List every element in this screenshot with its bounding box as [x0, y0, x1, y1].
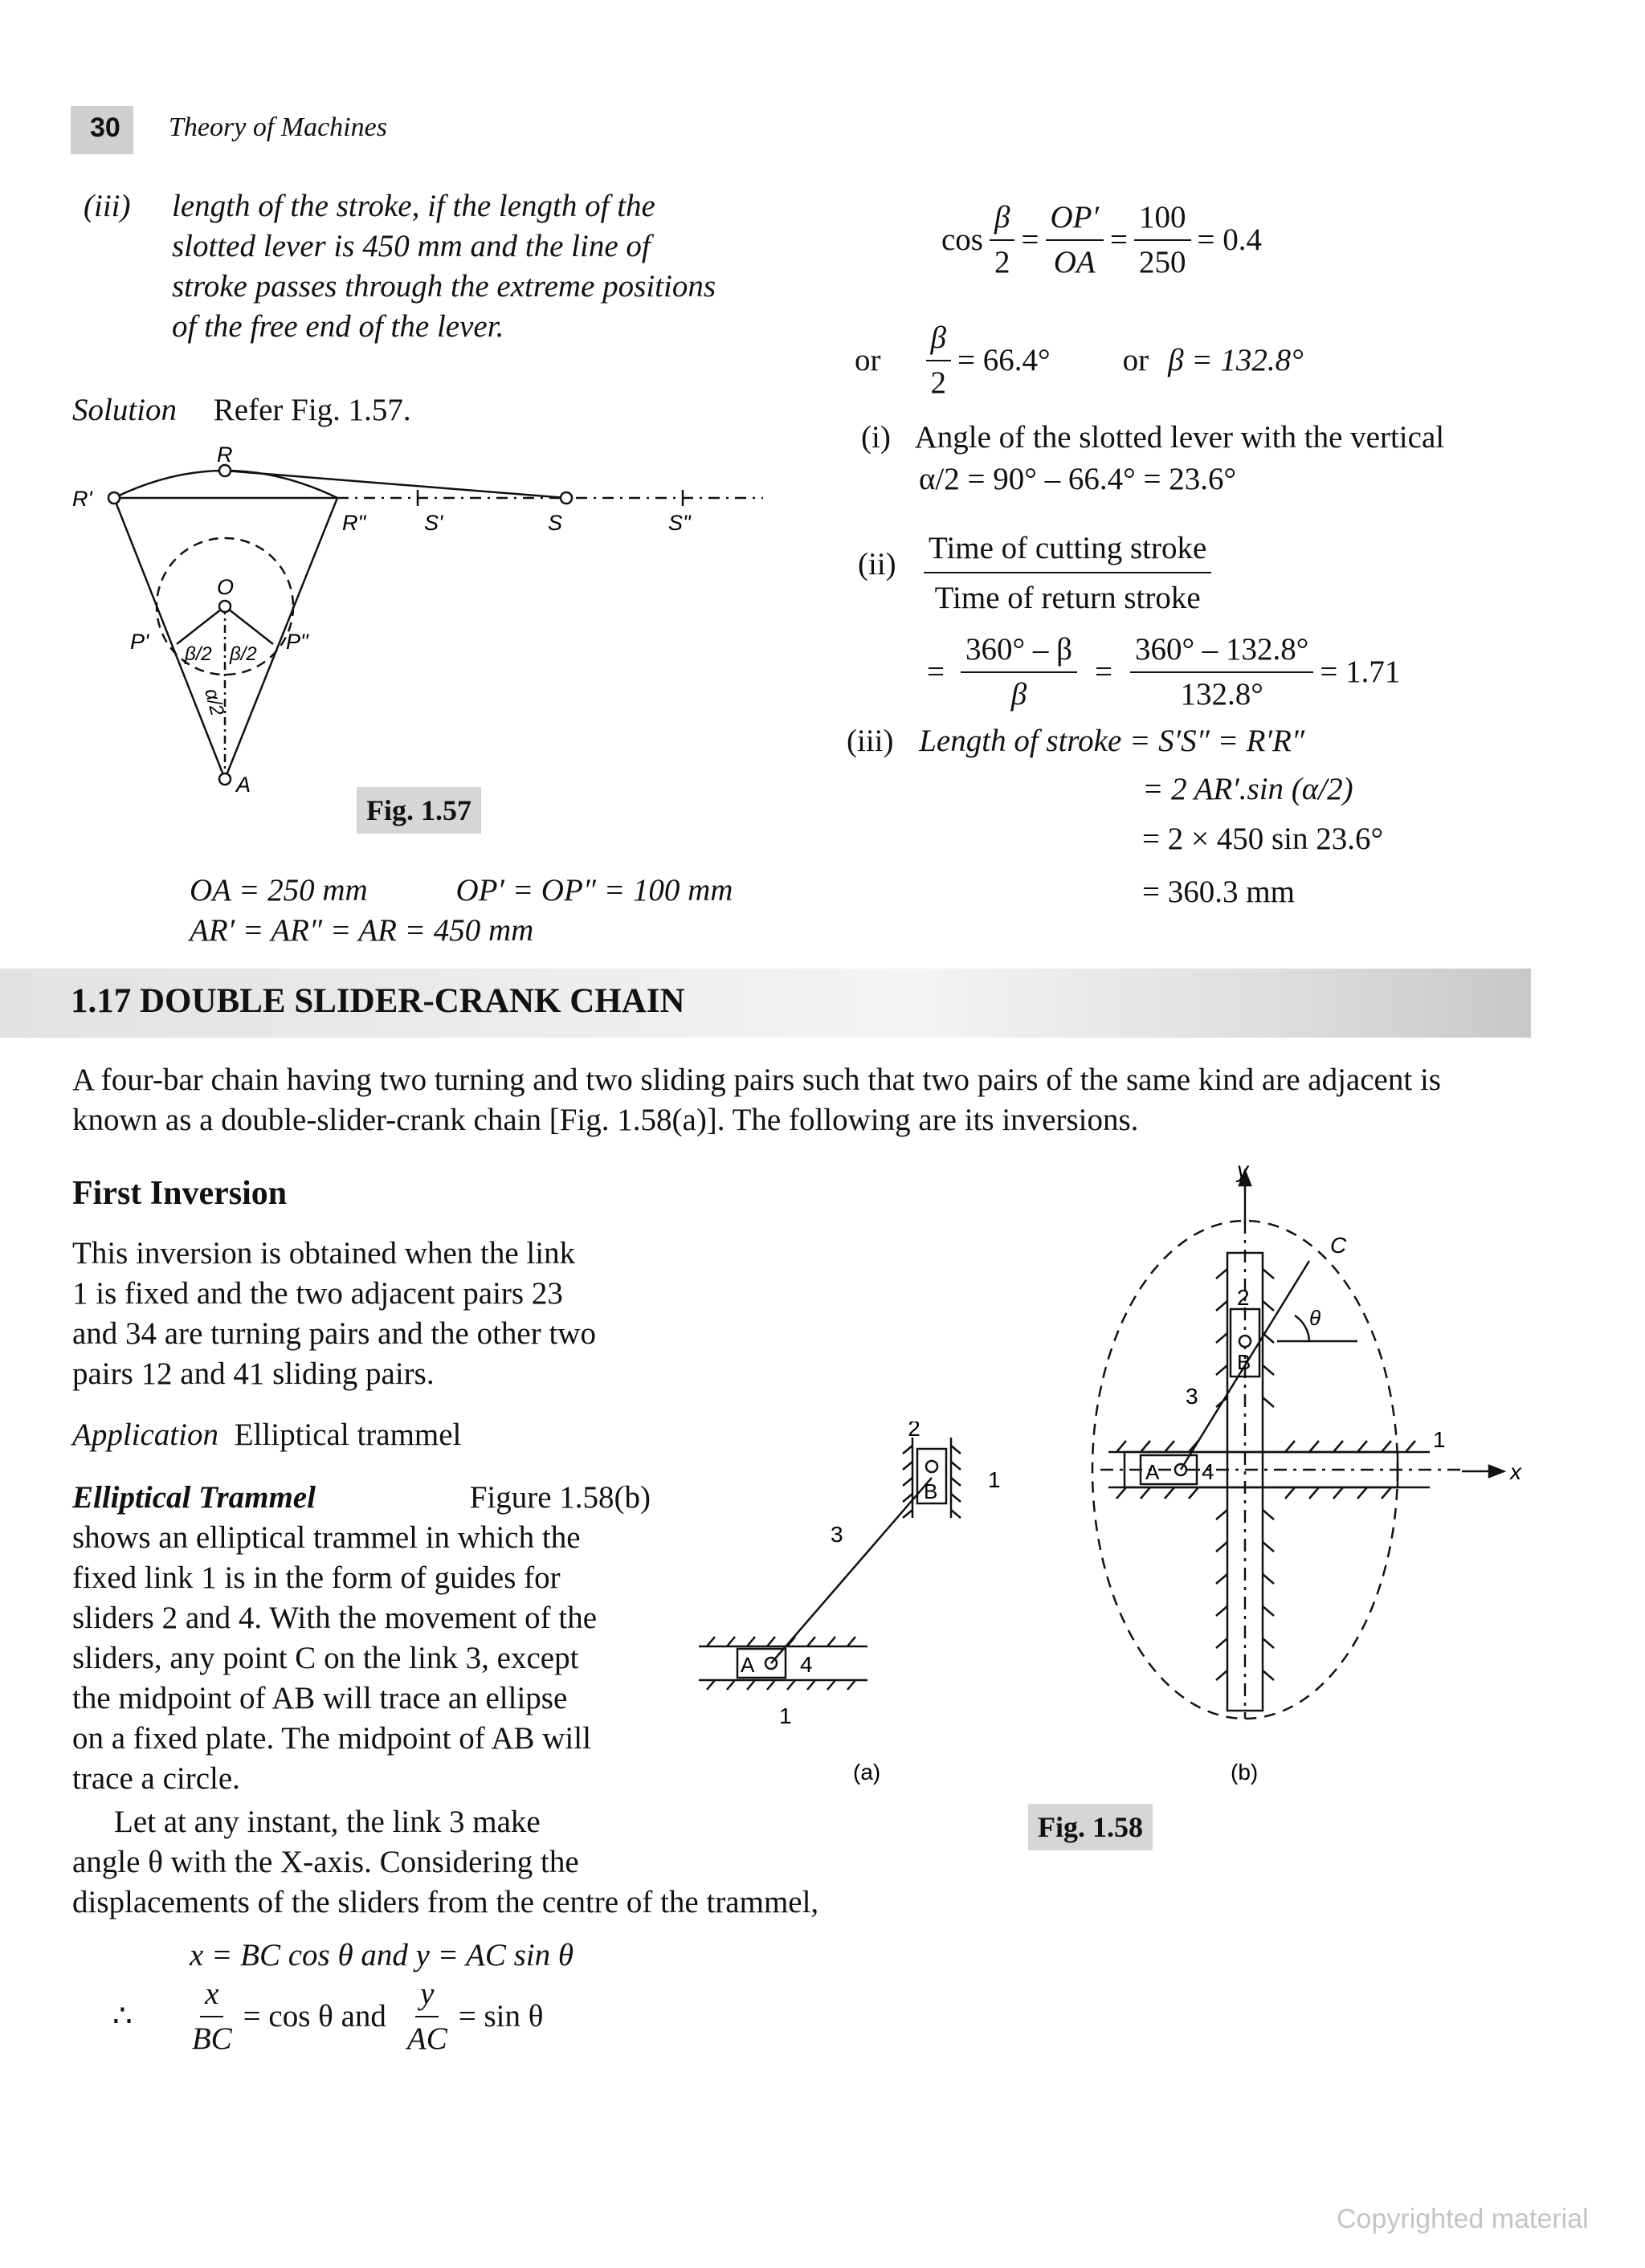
application-label: Application — [72, 1418, 218, 1452]
b-label-x: x — [1510, 1459, 1521, 1484]
b-label-3: 3 — [1186, 1384, 1198, 1409]
para-1 — [72, 1234, 651, 1394]
item-ii-label: (ii) — [858, 547, 896, 581]
page-number: 30 — [90, 112, 120, 143]
a-label-1: 1 — [988, 1467, 1001, 1492]
item-i-text: Angle of the slotted lever with the vertical — [914, 420, 1445, 455]
joint-r — [219, 465, 231, 476]
frac-ii-1 — [961, 631, 1077, 713]
b-label-b: B — [1237, 1350, 1251, 1374]
a-label-1-bottom: 1 — [779, 1703, 792, 1728]
frac-100-250 — [1134, 199, 1191, 281]
eq-beta-half — [855, 320, 1304, 402]
frac-num: β — [926, 320, 951, 361]
first-inversion-heading: First Inversion — [72, 1175, 288, 1212]
a-label-a: A — [741, 1653, 755, 1677]
label-p1: P' — [130, 630, 149, 654]
frac-den: 250 — [1139, 245, 1186, 279]
label-beta-half-left: β/2 — [185, 643, 212, 665]
item-iii-right — [847, 721, 1304, 761]
item-iii-line: of the free end of the lever. — [172, 309, 504, 344]
label-p2: P" — [286, 630, 308, 654]
frac-den: β — [1010, 677, 1027, 712]
joint-b — [926, 1461, 937, 1472]
a-label-b: B — [924, 1479, 938, 1503]
solution-label: Solution — [72, 393, 178, 427]
hatch-top — [707, 1637, 855, 1646]
frac-den: BC — [191, 2021, 232, 2056]
b-label-2: 2 — [1237, 1285, 1250, 1310]
para-2-line: Figure 1.58(b) — [469, 1480, 651, 1515]
frac-den: AC — [406, 2021, 447, 2056]
eq2-beta-value: β = 132.8° — [1168, 343, 1304, 377]
watermark: Copyrighted material — [1337, 2204, 1589, 2234]
eq2-result: = 66.4° — [957, 343, 1051, 377]
fig-1-58b — [1044, 1165, 1526, 1799]
frac-num: 360° – β — [961, 631, 1077, 673]
para-3-line: displacements of the sliders from the centre of the trammel, — [72, 1885, 819, 1919]
item-iii-line: length of the stroke, if the length of the — [172, 189, 655, 223]
b-label-c: C — [1330, 1233, 1347, 1258]
item-iii-line: slotted lever is 450 mm and the line of — [172, 229, 651, 263]
page-header — [71, 106, 520, 154]
para-1-line: and 34 are turning pairs and the other two — [72, 1316, 596, 1351]
frac-num: y — [415, 1976, 439, 2017]
para-3 — [72, 1802, 956, 1923]
sub-caption-b: (b) — [1231, 1760, 1259, 1785]
b-label-theta: θ — [1309, 1306, 1321, 1330]
para-2-line: sliders, any point C on the link 3, except — [72, 1641, 579, 1675]
application-line — [72, 1415, 461, 1455]
label-r: R — [217, 443, 233, 467]
item-iii-line: stroke passes through the extreme positions — [172, 269, 716, 304]
a-label-2: 2 — [908, 1422, 920, 1441]
solution-line — [72, 390, 411, 430]
hatch-v-left — [1216, 1269, 1227, 1680]
joint-s — [561, 492, 572, 504]
eq-cos-and: = cos θ and — [243, 1999, 386, 2033]
iii-line-2: = 2 AR′.sin (α/2) — [1142, 772, 1353, 806]
given-oa: OA = 250 mm — [190, 873, 368, 908]
frac-ii-2 — [1130, 631, 1313, 713]
elliptical-trammel-label: Elliptical Trammel — [72, 1480, 316, 1515]
frac-den: OA — [1053, 245, 1096, 279]
para-2-line: fixed link 1 is in the form of guides for — [72, 1560, 561, 1595]
eq1-cos: cos — [941, 222, 983, 257]
iii-line-3: = 2 × 450 sin 23.6° — [1142, 822, 1384, 856]
label-o: O — [217, 575, 235, 599]
ii-num: Time of cutting stroke — [924, 528, 1211, 573]
frac-den: 132.8° — [1180, 677, 1263, 712]
label-s2: S" — [668, 511, 691, 535]
item-i-label: (i) — [861, 420, 891, 455]
section-heading: 1.17 DOUBLE SLIDER-CRANK CHAIN — [71, 982, 685, 1020]
application-text: Elliptical trammel — [234, 1418, 462, 1452]
label-alpha-half: α/2 — [200, 686, 229, 719]
givens-line-1 — [190, 871, 733, 911]
joint-r1 — [108, 492, 120, 504]
solution-text: Refer Fig. 1.57. — [213, 393, 411, 427]
label-s1: S' — [424, 511, 443, 535]
item-iii-label: (iii) — [84, 189, 131, 223]
para-2-line: on a fixed plate. The midpoint of AB will — [72, 1721, 591, 1756]
label-beta-half-right: β/2 — [230, 643, 257, 665]
para-1-line: This inversion is obtained when the link — [72, 1236, 576, 1271]
ii-result: = 1.71 — [1320, 655, 1401, 689]
para-2-line: the midpoint of AB will trace an ellipse — [72, 1681, 568, 1715]
fig-1-57 — [64, 434, 771, 803]
frac-den: 2 — [930, 365, 946, 400]
joint-b-b — [1239, 1336, 1251, 1347]
crank-right — [225, 606, 273, 644]
item-ii-eq: = $\frac{360^\circ - \beta}{\beta}$ = $\frac{360^\circ - 132.8^\circ}{132.8^\circ}$ = 1.71 — [927, 632, 1401, 712]
para-2-line: trace a circle. — [72, 1761, 240, 1796]
frac-num: 360° – 132.8° — [1130, 631, 1313, 673]
fig-1-58-caption: Fig. 1.58 — [1028, 1804, 1153, 1850]
frac-op-oa — [1046, 199, 1104, 281]
hatch-h-bottom — [1116, 1487, 1391, 1499]
label-r1: R' — [72, 487, 92, 511]
para-1-line: 1 is fixed and the two adjacent pairs 23 — [72, 1276, 563, 1311]
para-1-line: pairs 12 and 41 sliding pairs. — [72, 1356, 435, 1391]
para-3-line: angle θ with the X-axis. Considering the — [72, 1845, 579, 1879]
link-3 — [771, 1478, 932, 1663]
item-i-eq: α/2 = 90° – 66.4° = 23.6° — [919, 462, 1237, 496]
eq-x-y: x = BC cos θ and y = AC sin θ — [190, 1938, 574, 1972]
label-r2: R" — [342, 511, 366, 535]
para-3-line: Let at any instant, the link 3 make — [114, 1805, 541, 1839]
para-2 — [72, 1478, 651, 1799]
eq-therefore — [112, 1976, 543, 2058]
frac-beta-2 — [990, 199, 1015, 281]
frac-y-ac — [402, 1976, 452, 2058]
sub-caption-a: (a) — [853, 1760, 881, 1785]
item-i — [861, 418, 1444, 458]
book-title: Theory of Machines — [169, 112, 387, 142]
givens-line-2: AR′ = AR″ = AR = 450 mm — [190, 913, 534, 948]
eq-cos-beta: cos $\frac{\beta}{2}$ = $\frac{OP'}{OA}$ = $\frac{100}{250}$ = 0.4 — [941, 200, 1263, 279]
para-2-line: sliders 2 and 4. With the movement of the — [72, 1601, 598, 1635]
frac-num: x — [200, 1976, 223, 2017]
frac-x-bc — [187, 1976, 237, 2058]
a-label-4: 4 — [800, 1652, 813, 1677]
fig-1-57-caption: Fig. 1.57 — [357, 787, 481, 834]
frac-num: OP′ — [1046, 199, 1104, 241]
theta-arc — [1295, 1316, 1309, 1341]
b-label-y: y — [1237, 1165, 1248, 1182]
b-label-1: 1 — [1433, 1427, 1446, 1452]
crank-left — [177, 606, 225, 644]
b-label-a: A — [1145, 1460, 1160, 1484]
therefore-symbol: ∴ — [112, 1999, 133, 2033]
frac-num: 100 — [1134, 199, 1191, 241]
frac-num: β — [990, 199, 1014, 241]
or-1: or — [855, 343, 881, 377]
iii-line-4: = 360.3 mm — [1142, 875, 1295, 909]
frac-den: 2 — [994, 245, 1010, 279]
ii-den: Time of return stroke — [934, 581, 1201, 615]
joint-o — [219, 601, 231, 612]
joint-a — [219, 773, 231, 785]
or-2: or — [1122, 343, 1149, 377]
line-r-s — [225, 471, 566, 498]
a-label-3: 3 — [831, 1522, 843, 1547]
intro-line-2: known as a double-slider-crank chain [Fig. 1.58(a)]. The following are its inversions. — [72, 1103, 1139, 1137]
fig-1-58a — [667, 1422, 1028, 1799]
b-label-4: 4 — [1202, 1459, 1214, 1484]
label-s: S — [548, 511, 563, 535]
label-a: A — [236, 773, 251, 797]
para-2-line: shows an elliptical trammel in which the — [72, 1520, 581, 1555]
frac-beta-2b — [926, 320, 952, 402]
x-arrow — [1489, 1466, 1504, 1477]
hatch-right — [951, 1446, 961, 1518]
hatch-v-right — [1263, 1269, 1274, 1680]
intro-line-1: A four-bar chain having two turning and two sliding pairs such that two pairs of the same kind are adjacent is — [72, 1063, 1441, 1097]
iii-line-1: Length of stroke = S′S″ = R′R″ — [919, 724, 1305, 758]
item-ii-ratio — [924, 528, 1211, 618]
eq1-result: = 0.4 — [1197, 222, 1263, 257]
hatch-bottom — [707, 1680, 855, 1690]
given-op: OP′ = OP″ = 100 mm — [455, 873, 733, 908]
item-iii-right-label: (iii) — [847, 724, 894, 758]
hatch-h-top — [1116, 1441, 1415, 1452]
eq-sin: = sin θ — [458, 1999, 544, 2033]
